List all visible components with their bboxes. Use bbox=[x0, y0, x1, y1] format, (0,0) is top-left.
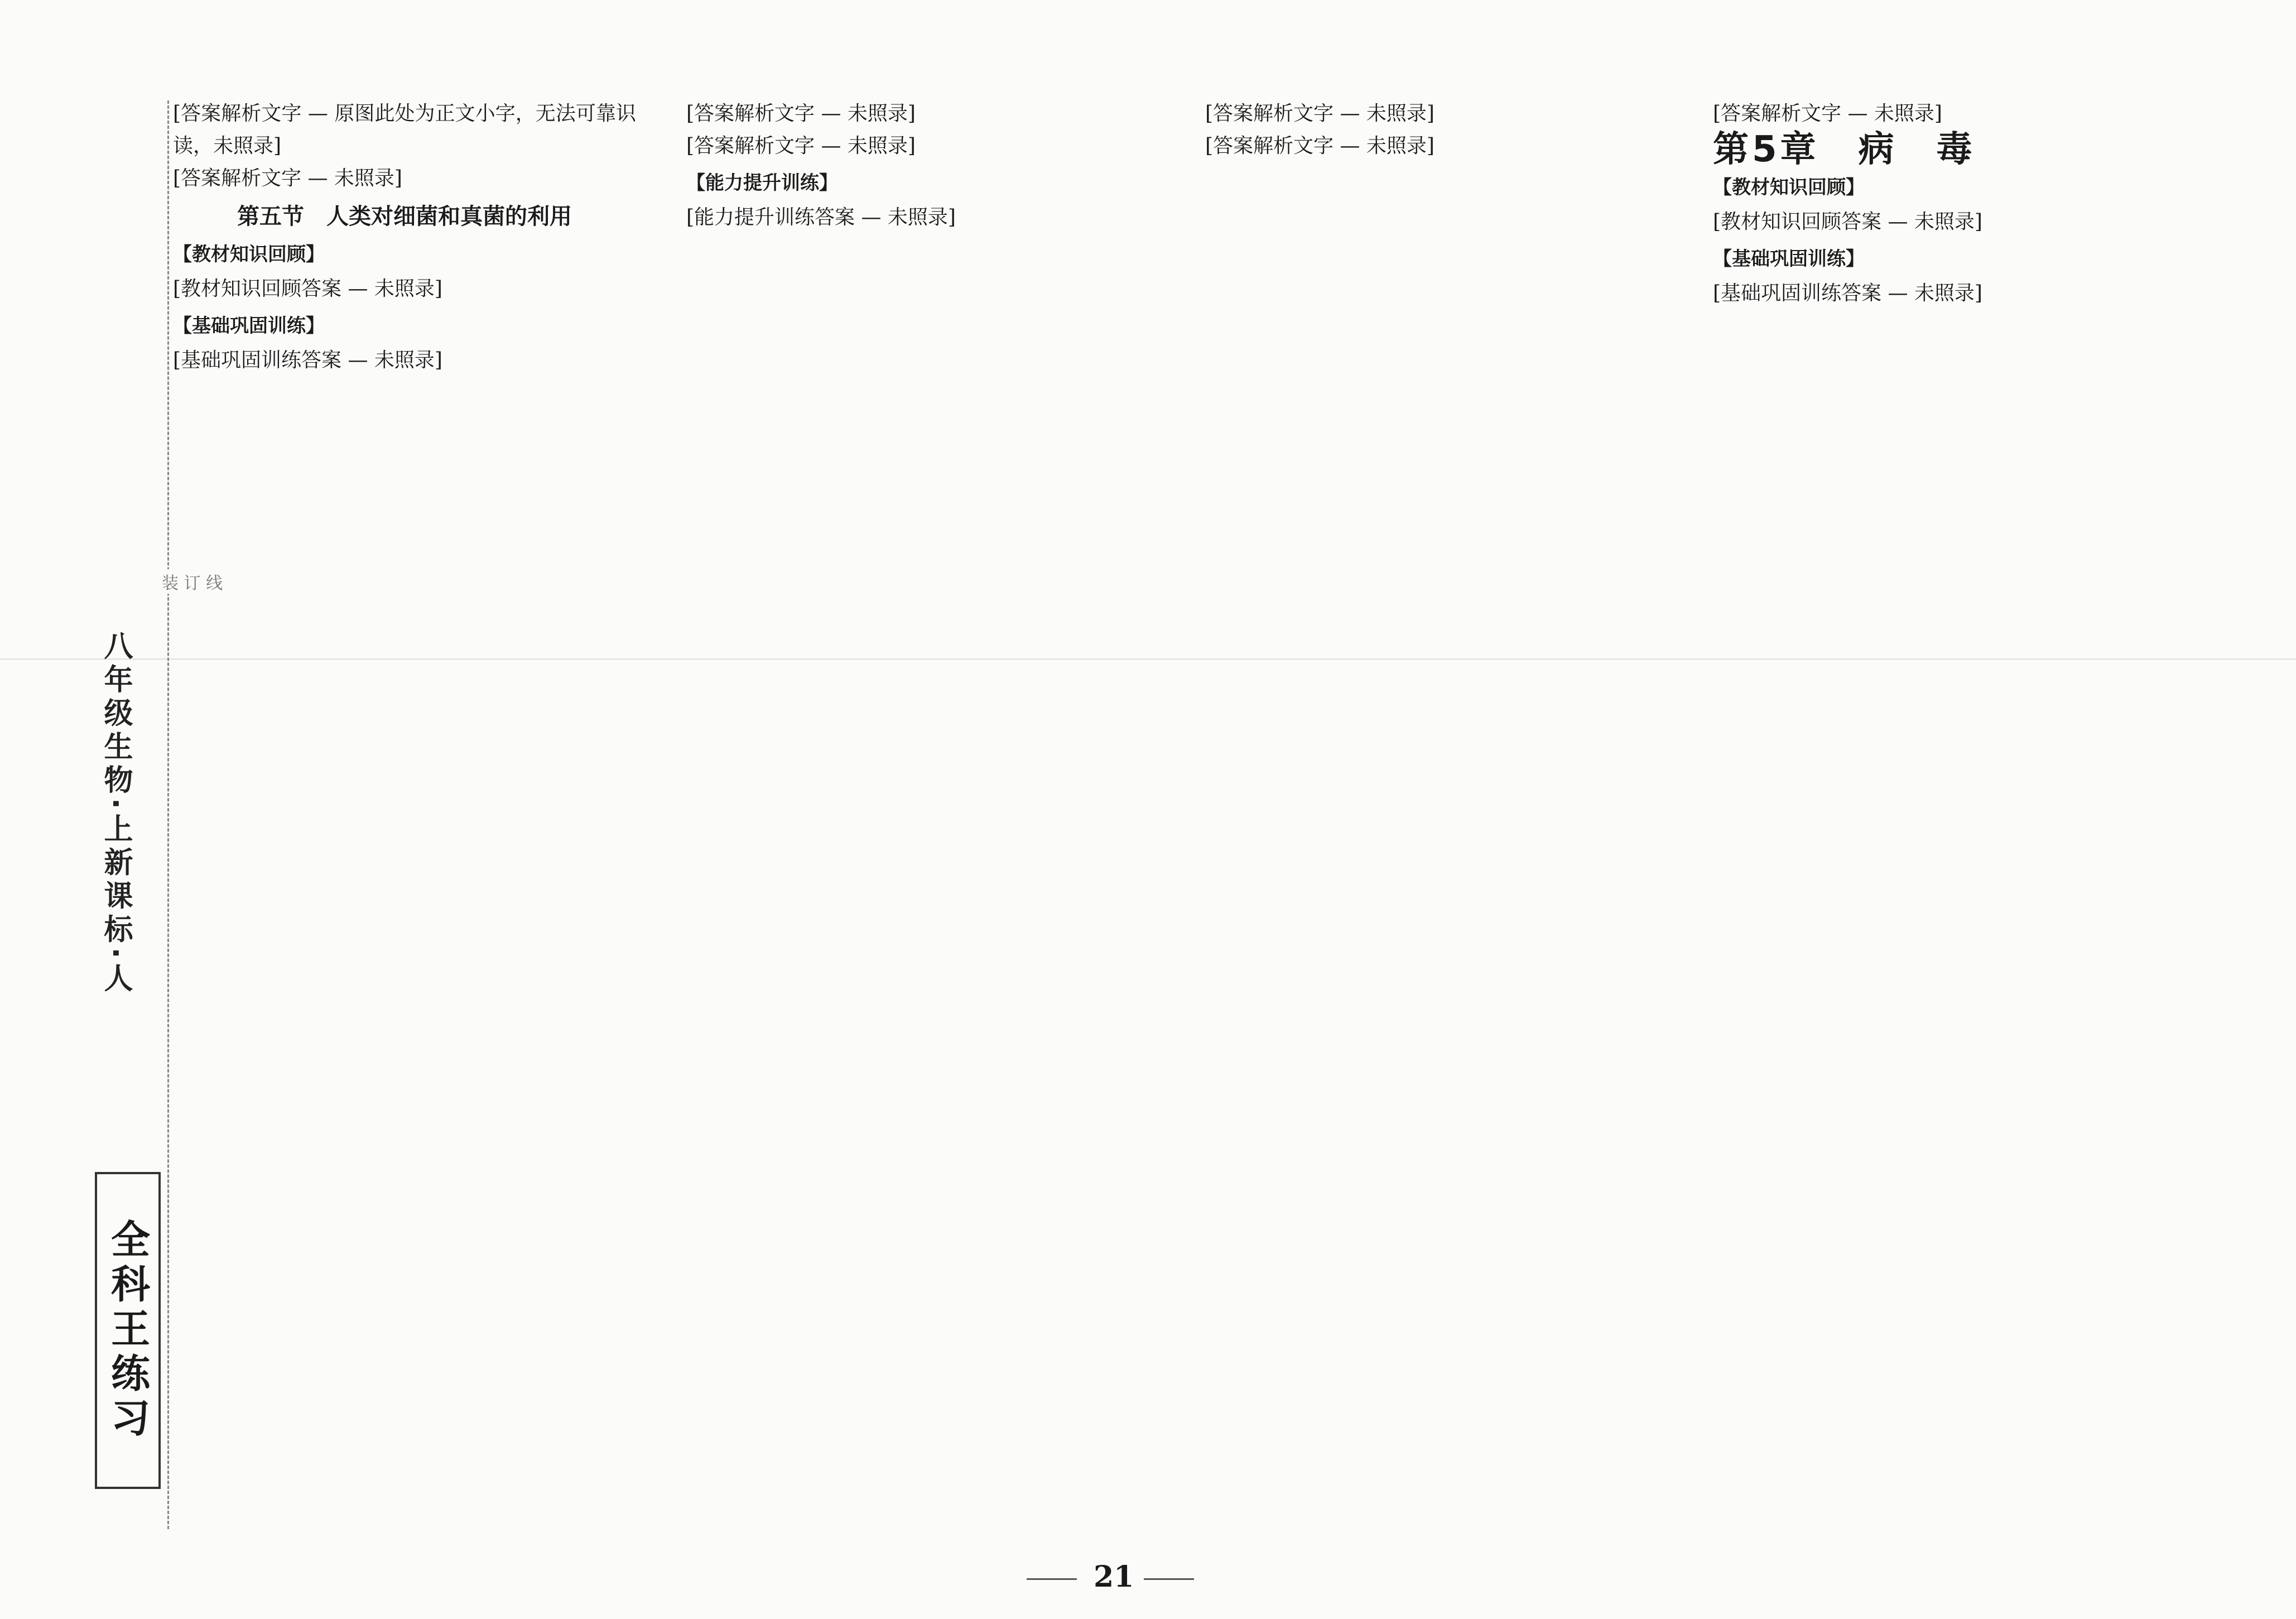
fold-line bbox=[0, 659, 2296, 660]
spine-title bbox=[95, 631, 137, 997]
review-tag: 【教材知识回顾】 bbox=[173, 243, 325, 266]
answer-paragraph: [答案解析文字 — 未照录] bbox=[1205, 134, 1435, 157]
review-answers: [教材知识回顾答案 — 未照录] bbox=[173, 277, 442, 300]
logo-text: 全科王练习 bbox=[104, 1219, 151, 1442]
review-answers: [教材知识回顾答案 — 未照录] bbox=[1713, 210, 1982, 233]
answer-column-3 bbox=[1205, 98, 1668, 162]
ability-training-tag: 【能力提升训练】 bbox=[686, 172, 838, 194]
answer-column-2 bbox=[686, 98, 1149, 234]
basic-training-answers: [基础巩固训练答案 — 未照录] bbox=[1713, 282, 1982, 305]
section-title: 第五节 人类对细菌和真菌的利用 bbox=[237, 204, 572, 229]
page-number: 21 bbox=[1094, 1560, 1134, 1594]
answer-paragraph: [答案解析文字 — 未照录] bbox=[686, 134, 916, 157]
answer-paragraph: [答案解析文字 — 未照录] bbox=[1205, 102, 1435, 125]
publisher-logo bbox=[95, 1172, 161, 1489]
answer-column-1 bbox=[173, 98, 636, 377]
answer-paragraph: [答案解析文字 — 未照录] bbox=[686, 102, 916, 125]
basic-training-tag: 【基础巩固训练】 bbox=[173, 315, 325, 337]
footer-dash-right bbox=[1144, 1578, 1194, 1580]
binding-cut-line bbox=[167, 100, 169, 1529]
spine-edition: 新课标·人 bbox=[99, 847, 132, 997]
basic-training-answers: [基础巩固训练答案 — 未照录] bbox=[173, 349, 442, 372]
ability-training-answers: [能力提升训练答案 — 未照录] bbox=[686, 206, 956, 229]
spine-book-title: 八年级生物·上 bbox=[99, 631, 132, 847]
chapter-title: 第5章 病 毒 bbox=[1713, 129, 1976, 170]
basic-training-tag: 【基础巩固训练】 bbox=[1713, 248, 1865, 270]
review-tag: 【教材知识回顾】 bbox=[1713, 176, 1865, 199]
answer-column-4 bbox=[1713, 98, 2176, 310]
binding-cut-mark: 装 订 线 bbox=[162, 569, 223, 594]
answer-paragraph: [答案解析文字 — 原图此处为正文小字，无法可靠识读，未照录] bbox=[173, 102, 636, 157]
footer-dash-left bbox=[1027, 1578, 1077, 1580]
answer-paragraph: [答案解析文字 — 未照录] bbox=[1713, 102, 1942, 125]
answer-paragraph: [答案解析文字 — 未照录] bbox=[173, 167, 402, 190]
